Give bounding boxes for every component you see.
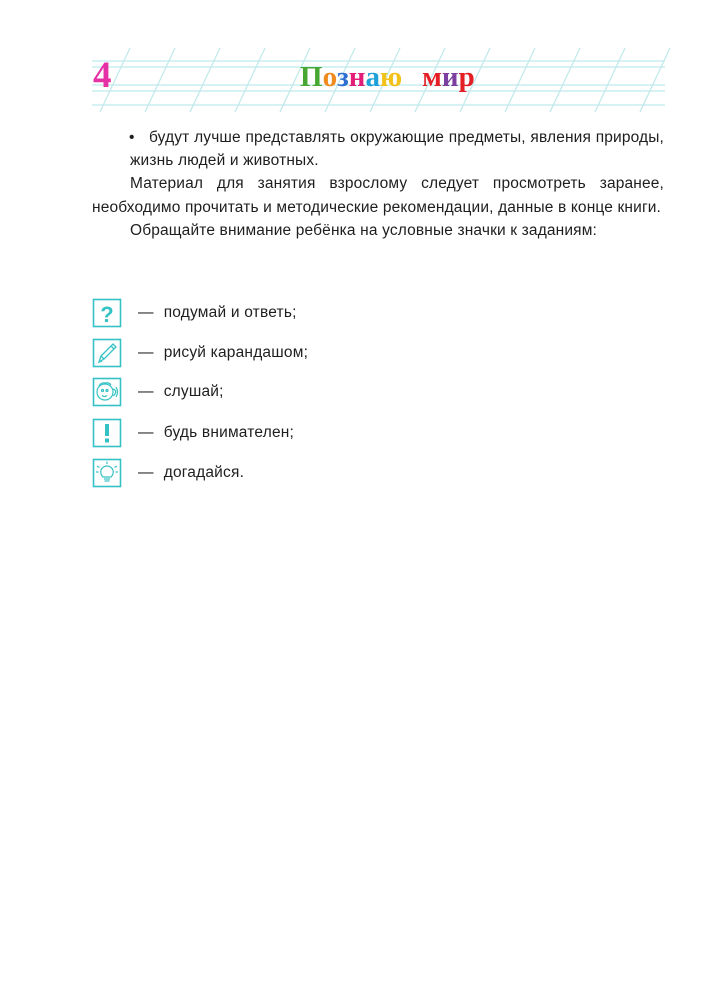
legend-dash: — [138,304,154,321]
lightbulb-icon [92,458,122,488]
legend-item [92,337,308,369]
title-letter: а [365,61,380,93]
legend-label [138,464,244,482]
legend-text: догадайся. [163,464,245,481]
title-letter: о [322,61,338,93]
page-number: 4 [93,55,112,96]
page-title [300,59,475,95]
legend-dash: — [138,424,154,441]
title-letter: з [337,61,349,93]
legend-label [138,344,308,362]
title-letter: р [458,61,475,93]
legend-text: будь внимателен; [163,424,295,441]
title-letter: м [422,61,442,93]
legend-item [92,457,244,489]
bullet: • [129,129,135,146]
paragraph-3: Обращайте внимание ребёнка на условные значки к заданиям: [130,221,597,239]
legend-dash: — [138,464,154,481]
paragraph-1: будут лучше представлять окружающие предметы, явления природы, жизнь людей и животных. [130,129,664,170]
pencil-icon [92,338,122,368]
legend-label [138,304,297,322]
exclamation-icon [92,418,122,448]
legend-label [138,424,294,442]
paragraph-2: Материал для занятия взрослому следует просмотреть заранее, необходимо прочитать и методические рекомендации, данные в конце книги. [92,175,664,216]
legend-dash: — [138,344,154,361]
title-letter: н [348,61,366,93]
legend-dash: — [138,383,154,400]
body-text [92,126,664,242]
title-letter: ю [379,61,403,93]
ear-face-icon [92,377,122,407]
legend-label [138,383,224,401]
legend-item [92,417,294,449]
legend-text: рисуй карандашом; [163,344,309,361]
bullet-paragraph [92,126,664,172]
svg-text:?: ? [100,302,114,327]
question-icon [92,298,122,328]
legend-item [92,376,224,408]
legend-text: подумай и ответь; [163,304,297,321]
title-letter: П [300,61,323,93]
legend-item [92,297,297,329]
title-letter: и [441,61,459,93]
legend-text: слушай; [163,383,224,400]
